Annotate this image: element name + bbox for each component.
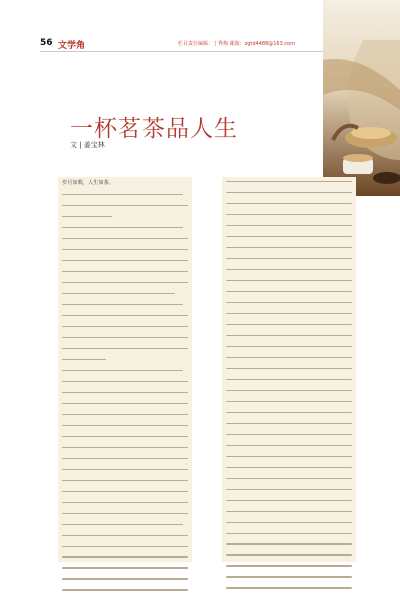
page-number: 56 (40, 38, 53, 48)
editor-line: 栏目责任编辑：丁秀梅 邮箱：zgtd4488@163.com (178, 41, 296, 47)
article-byline: 文 | 姜宝林 (70, 141, 105, 149)
text-column-right (222, 177, 356, 562)
body-text-right (226, 181, 352, 598)
body-text-left (62, 194, 188, 600)
text-column-left (58, 177, 192, 562)
header-rule (40, 51, 325, 52)
tea-photo (323, 0, 400, 196)
opening-line: 岁月如歌，人生如茶。 (62, 180, 114, 186)
section-name: 文学角 (58, 41, 86, 51)
article-title: 一杯茗茶品人生 (70, 116, 238, 142)
